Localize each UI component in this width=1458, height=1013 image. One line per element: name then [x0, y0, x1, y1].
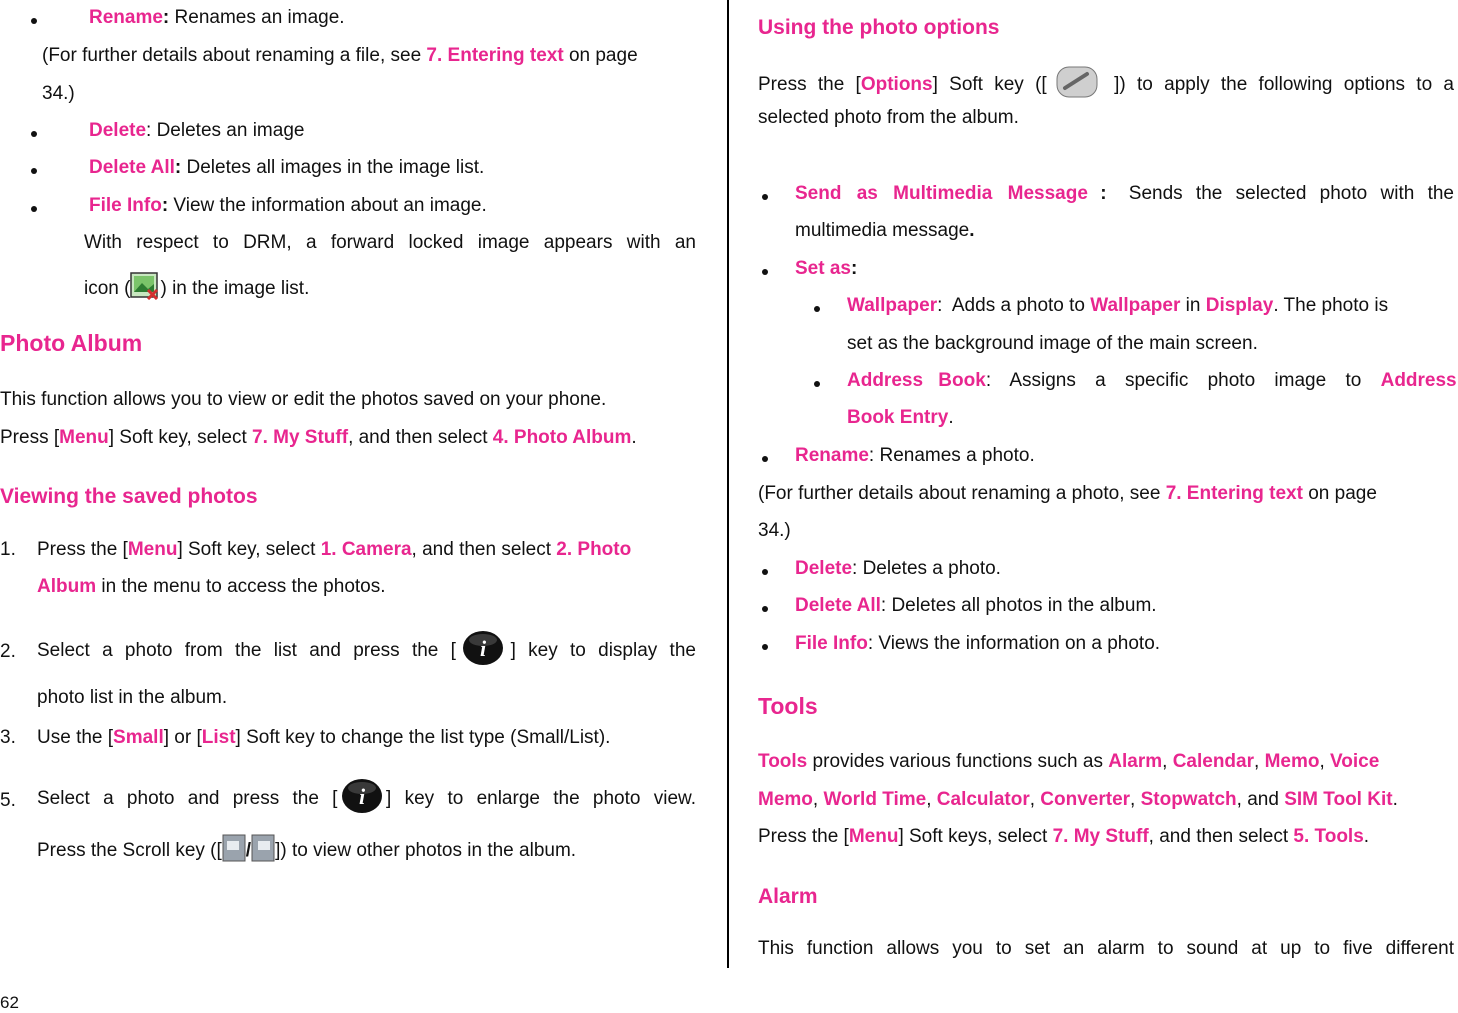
text: . — [631, 427, 637, 448]
info-key-icon — [340, 776, 384, 822]
text: ] Soft key ([ — [932, 74, 1047, 95]
text: : Views the information on a photo. — [867, 633, 1161, 654]
scroll-right-icon — [251, 834, 275, 868]
comma: , — [1254, 751, 1265, 772]
info-key-icon — [461, 628, 505, 674]
text: Sends the selected photo with the — [1128, 183, 1454, 204]
scroll-left-icon — [222, 834, 246, 868]
tools-description-line2 — [758, 789, 1398, 811]
file-info-photo-item — [795, 633, 1160, 655]
step-2-line1 — [37, 626, 696, 676]
step-number: 3. — [0, 727, 16, 748]
text: : Renames a photo. — [868, 445, 1035, 466]
text: ]) to apply the following options to a — [1114, 74, 1454, 95]
wallpaper-label: Wallpaper — [1090, 295, 1181, 316]
bullet — [814, 306, 820, 312]
bullet — [762, 456, 768, 462]
text: in — [1180, 295, 1206, 316]
colon: : — [1100, 183, 1107, 204]
camera-label: 1. Camera — [320, 539, 412, 560]
text — [758, 74, 1047, 96]
text: in the menu to access the photos. — [96, 576, 386, 597]
delete-label: Delete — [795, 558, 853, 579]
menu-key: Menu — [127, 539, 178, 560]
delete-all-photos-item — [795, 595, 1157, 617]
list-key: List — [201, 727, 236, 748]
tools-heading: Tools — [758, 693, 818, 719]
text: Press [ — [0, 427, 60, 448]
colon: : — [161, 195, 169, 216]
delete-all-item — [89, 157, 484, 179]
text: ] Soft key, select — [177, 539, 321, 560]
text: ] key to enlarge the photo view. — [386, 788, 696, 809]
bullet — [762, 569, 768, 575]
calculator-label: Calculator — [936, 789, 1030, 810]
page-number: 62 — [0, 993, 19, 1012]
comma: , — [812, 789, 824, 810]
rename-text: Renames an image. — [169, 7, 345, 28]
period: . — [1392, 789, 1398, 810]
text: , and then select — [348, 427, 493, 448]
world-time-label: World Time — [823, 789, 927, 810]
drm-note: With respect to DRM, a forward locked image appears with an — [84, 232, 696, 253]
svg-text:i: i — [480, 636, 487, 661]
text: , and then select — [411, 539, 557, 560]
text: Press the [ — [758, 826, 849, 847]
step-number: 5. — [0, 790, 16, 811]
text: : Deletes an image — [146, 120, 305, 141]
delete-all-label: Delete All — [795, 595, 881, 616]
bullet — [31, 206, 37, 212]
drm-note-line2 — [84, 272, 309, 306]
rename-label: Rename — [89, 7, 163, 28]
wallpaper-label: Wallpaper — [847, 295, 938, 316]
bullet — [31, 18, 37, 24]
voice-label: Voice — [1330, 751, 1380, 772]
text: ]) to view other photos in the album. — [275, 840, 577, 862]
step-2 — [0, 641, 16, 663]
address-book-item — [847, 370, 1457, 392]
text: Select a photo and press the [ — [37, 788, 338, 809]
locked-image-icon — [130, 272, 160, 306]
book-entry-label: Book Entry — [847, 407, 949, 428]
step-1 — [0, 539, 632, 561]
text: on page — [563, 45, 638, 66]
text: ] Soft key to change the list type (Small/List). — [235, 727, 611, 748]
text: provides various functions such as — [807, 751, 1109, 772]
comma: , — [1162, 751, 1173, 772]
step-3 — [0, 727, 611, 749]
photo-album-label: 4. Photo Album — [492, 427, 632, 448]
rename-note — [42, 45, 638, 67]
options-intro — [758, 62, 1454, 108]
wallpaper-line2: set as the background image of the main screen. — [847, 333, 1258, 354]
text: ] or [ — [163, 727, 202, 748]
entering-text-link: 7. Entering text — [1165, 483, 1303, 504]
send-mms-label: Send as Multimedia Message — [795, 183, 1088, 204]
memo-label: Memo — [1264, 751, 1320, 772]
comma: , — [1319, 751, 1331, 772]
period: . — [1363, 826, 1370, 847]
step-5-line1 — [37, 774, 696, 824]
text — [758, 751, 1379, 773]
small-key: Small — [113, 727, 164, 748]
display-label: Display — [1205, 295, 1274, 316]
bullet — [762, 194, 768, 200]
rename-label: Rename — [795, 445, 869, 466]
alarm-description: This function allows you to set an alarm to sound at up to five different — [758, 938, 1454, 959]
bullet — [762, 606, 768, 612]
address-label: Address — [1380, 370, 1457, 391]
set-as-item — [795, 258, 857, 280]
calendar-label: Calendar — [1172, 751, 1254, 772]
photo-album-heading: Photo Album — [0, 330, 143, 356]
text: , and then select — [1148, 826, 1294, 847]
rename-photo-note-page: 34.) — [758, 520, 791, 541]
colon: : — [174, 157, 182, 178]
rename-photo-item — [795, 445, 1035, 467]
text — [37, 727, 610, 749]
address-book-label: Address Book — [847, 370, 986, 391]
bullet — [31, 168, 37, 174]
text: icon ( — [84, 278, 131, 300]
tools-path — [758, 826, 1369, 848]
stopwatch-label: Stopwatch — [1140, 789, 1237, 810]
svg-text:i: i — [358, 784, 365, 809]
bullet — [31, 131, 37, 137]
rename-note-page: 34.) — [42, 83, 75, 104]
tools-label: Tools — [758, 751, 808, 772]
viewing-heading: Viewing the saved photos — [0, 485, 258, 508]
converter-label: Converter — [1040, 789, 1131, 810]
colon: : — [162, 7, 170, 28]
menu-key: Menu — [848, 826, 899, 847]
step-number: 1. — [0, 539, 16, 560]
text: ] Soft key, select — [108, 427, 252, 448]
text: Use the [ — [37, 727, 114, 748]
delete-label: Delete — [89, 120, 147, 141]
column-divider — [727, 0, 729, 968]
bullet — [814, 381, 820, 387]
text: Press the [ — [37, 539, 128, 560]
options-key-icon — [1055, 64, 1099, 106]
photo-album-path — [0, 427, 637, 449]
set-as-label: Set as — [795, 258, 851, 279]
wallpaper-item — [847, 295, 1454, 317]
address-book-line2 — [847, 407, 954, 429]
step-5-line2 — [37, 834, 576, 868]
text: ) in the image list. — [160, 278, 310, 300]
send-mms-line2 — [795, 220, 975, 242]
text: : Deletes all photos in the album. — [880, 595, 1157, 616]
text: , and — [1236, 789, 1285, 810]
alarm-label: Alarm — [1108, 751, 1163, 772]
text — [37, 539, 631, 561]
my-stuff-label: 7. My Stuff — [252, 427, 349, 448]
rename-photo-note — [758, 483, 1377, 505]
options-intro-line2: selected photo from the album. — [758, 107, 1019, 128]
file-info-item — [89, 195, 487, 217]
step-5 — [0, 790, 16, 812]
bullet — [762, 269, 768, 275]
text: : Assigns a specific photo image to — [985, 370, 1381, 391]
entering-text-link: 7. Entering text — [426, 45, 564, 66]
text: Press the [ — [758, 74, 861, 95]
bullet — [762, 644, 768, 650]
slash: / — [245, 840, 252, 862]
file-info-label: File Info — [89, 195, 162, 216]
my-stuff-label: 7. My Stuff — [1052, 826, 1149, 847]
menu-key: Menu — [59, 427, 109, 448]
text: Press the Scroll key ([ — [37, 840, 222, 862]
period: . — [948, 407, 954, 428]
tools-description — [758, 751, 1454, 773]
text: : Deletes a photo. — [852, 558, 1001, 579]
comma: , — [926, 789, 937, 810]
text — [847, 295, 1388, 317]
options-key: Options — [860, 74, 933, 95]
step-1-line2 — [37, 576, 386, 598]
comma: , — [1029, 789, 1041, 810]
text: ] key to display the — [510, 640, 696, 661]
text: ] Soft keys, select — [898, 826, 1053, 847]
text: on page — [1302, 483, 1377, 504]
text: Select a photo from the list and press the [ — [37, 640, 456, 661]
colon: : — [850, 258, 858, 279]
delete-all-label: Delete All — [89, 157, 175, 178]
send-mms-item — [795, 183, 1454, 205]
text: Deletes all images in the image list. — [181, 157, 485, 178]
memo-label: Memo — [758, 789, 813, 810]
step-number: 2. — [0, 641, 16, 662]
album-label: Album — [37, 576, 97, 597]
text: : Adds a photo to — [937, 295, 1091, 316]
text: . The photo is — [1273, 295, 1389, 316]
file-info-label: File Info — [795, 633, 868, 654]
text: (For further details about renaming a file, see — [42, 45, 427, 66]
period: . — [969, 220, 975, 241]
text: multimedia message — [795, 220, 970, 241]
delete-photo-item — [795, 558, 1001, 580]
photo-label: 2. Photo — [556, 539, 632, 560]
text: (For further details about renaming a photo, see — [758, 483, 1166, 504]
alarm-heading: Alarm — [758, 885, 818, 908]
rename-item — [89, 7, 345, 29]
comma: , — [1130, 789, 1141, 810]
tools-label: 5. Tools — [1293, 826, 1364, 847]
step-2-line2: photo list in the album. — [37, 687, 228, 708]
delete-item — [89, 120, 304, 142]
text: View the information about an image. — [168, 195, 487, 216]
photo-album-description: This function allows you to view or edit the photos saved on your phone. — [0, 389, 607, 410]
photo-options-heading: Using the photo options — [758, 16, 1000, 39]
sim-tool-kit-label: SIM Tool Kit — [1284, 789, 1393, 810]
